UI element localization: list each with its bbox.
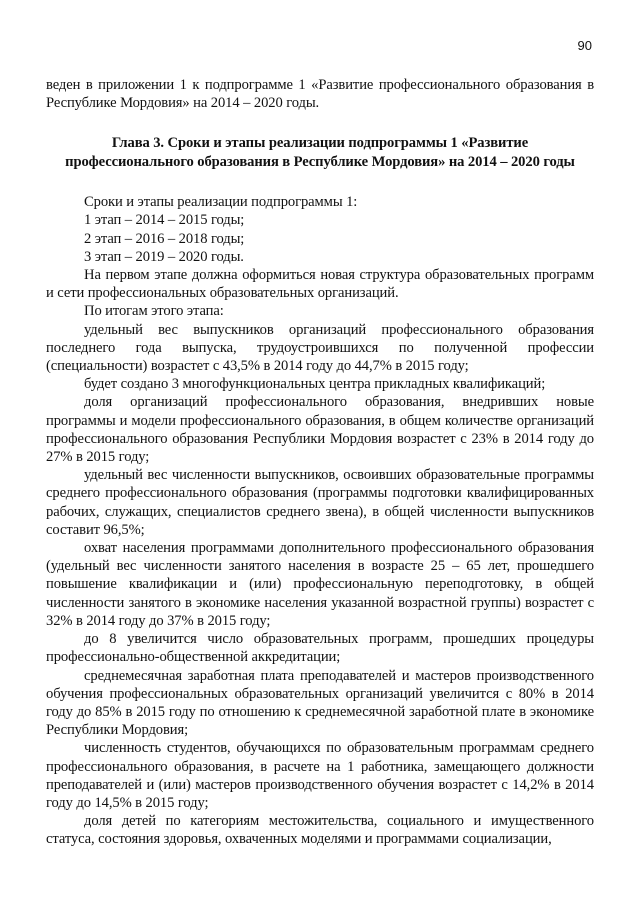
stage-item: 1 этап – 2014 – 2015 годы; (84, 212, 245, 229)
stage-item: 3 этап – 2019 – 2020 годы. (84, 248, 244, 265)
page-content (46, 76, 594, 849)
paragraph: удельный вес численности выпускников, освоивших образовательные программы среднего профессионального образования (программы подготовки квалифицированных рабочих, служащих, специалистов среднего звена), в общей численности выпускников составит 96,5%; (46, 467, 594, 538)
paragraph: численность студентов, обучающихся по образовательным программам среднего профессионального образования, в расчете на 1 работника, замещающего должности преподавателей и (или) мастеров производственного обучения возрастет с 14,2% в 2014 году до 14,5% в 2015 году; (46, 740, 594, 811)
paragraph: доля организаций профессионального образования, внедривших новые программы и модели профессионального образования, в общем количестве организаций профессионального образования Республики Мордовия возрастет с 23% в 2014 году до 27% в 2015 году; (46, 394, 594, 466)
paragraph: будет создано 3 многофункциональных центра прикладных квалификаций; (84, 376, 546, 393)
stages-heading: Сроки и этапы реализации подпрограммы 1: (84, 194, 358, 211)
page-number: 90 (577, 38, 592, 53)
paragraph: По итогам этого этапа: (84, 303, 224, 320)
paragraph: На первом этапе должна оформиться новая структура образовательных программ и сети профессиональных образовательных организаций. (46, 267, 594, 302)
paragraph: доля детей по категориям местожительства, социального и имущественного статуса, состояния здоровья, охваченных моделями и программами социализации, (46, 813, 594, 848)
paragraph: удельный вес выпускников организаций профессионального образования последнего года выпуска, трудоустроившихся по полученной профессии (специальности) возрастет с 43,5% в 2014 году до 44,7% в 2015 году; (46, 321, 594, 375)
chapter-title: Глава 3. Сроки и этапы реализации подпрограммы 1 «Развитие профессионального образования в Республике Мордовия» на 2014 – 2020 годы (65, 135, 575, 170)
paragraph: до 8 увеличится число образовательных программ, прошедших процедуры профессионально-общественной аккредитации; (46, 631, 594, 666)
intro-text: веден в приложении 1 к подпрограмме 1 «Развитие профессионального образования в Республике Мордовия» на 2014 – 2020 годы. (46, 77, 594, 112)
paragraph: охват населения программами дополнительного профессионального образования (удельный вес численности занятого населения в возрасте 25 – 65 лет, прошедшего повышение квалификации и (или) профессиональную переподготовку, в общей численности занятого в экономике населения указанной возрастной группы) возрастет с 32% в 2014 году до 37% в 2015 году; (46, 540, 594, 629)
paragraph: среднемесячная заработная плата преподавателей и мастеров производственного обучения профессиональных образовательных организаций увеличится с 80% в 2014 году до 85% в 2015 году по отношению к среднемесячной заработной плате в экономике Республики Мордовия; (46, 667, 594, 739)
stage-item: 2 этап – 2016 – 2018 годы; (84, 230, 245, 247)
